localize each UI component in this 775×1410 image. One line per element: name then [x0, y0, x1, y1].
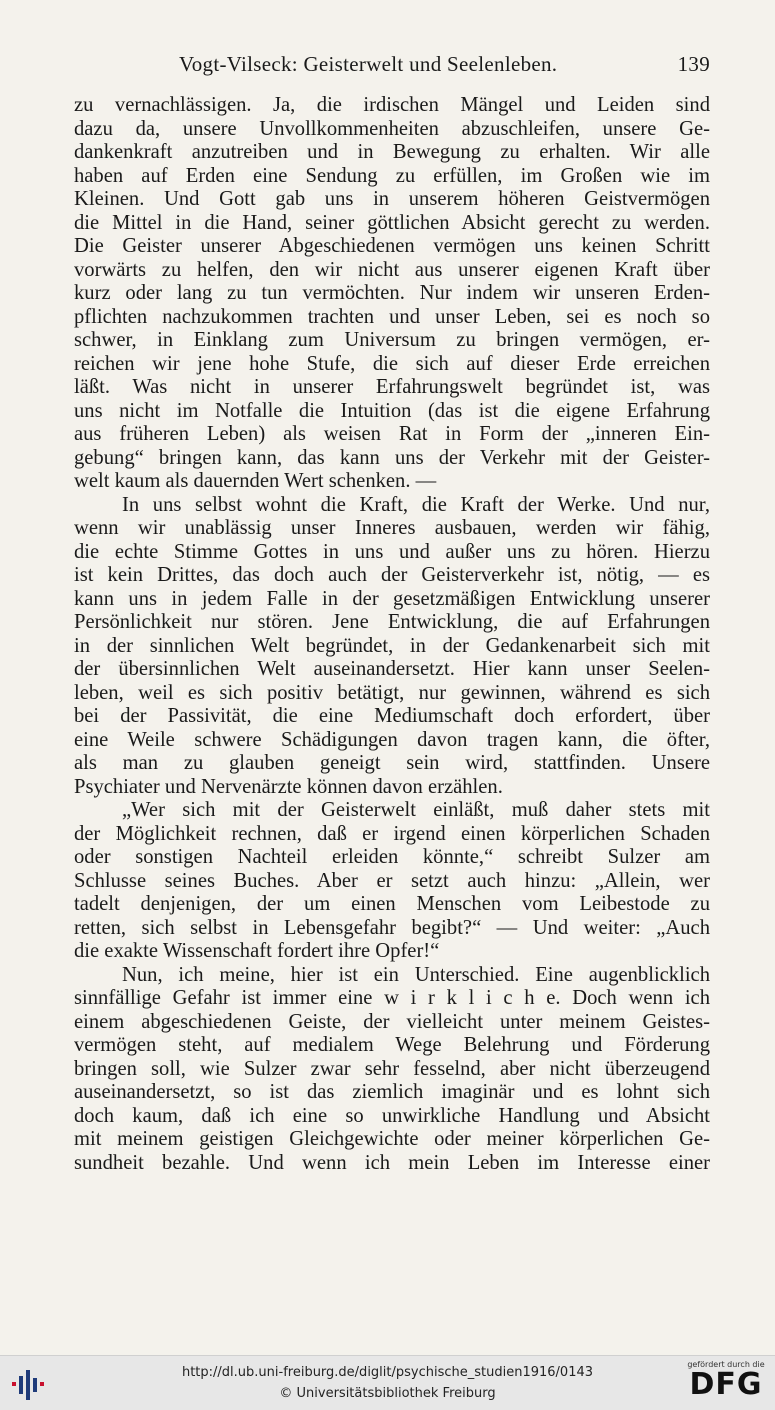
- text-line: tadelt denjenigen, der um einen Menschen vom Leibestode zu: [74, 893, 710, 915]
- text-line: welt kaum als dauernden Wert schenken. —: [74, 470, 437, 492]
- text-line: haben auf Erden eine Sendung zu erfüllen, im Großen wie im: [74, 164, 710, 187]
- text-line: oder sonstigen Nachteil erleiden könnte,“ schreibt Sulzer am: [74, 846, 710, 868]
- text-line: Schlusse seines Buches. Aber er setzt auch hinzu: „Allein, wer: [74, 869, 710, 892]
- text-line: Kleinen. Und Gott gab uns in unserem höheren Geistvermögen: [74, 188, 710, 210]
- text-line: Persönlichkeit nur stören. Jene Entwicklung, die auf Erfahrungen: [74, 611, 710, 633]
- dfg-logo: [684, 1360, 768, 1406]
- text-line: bringen soll, wie Sulzer zwar sehr fesselnd, aber nicht überzeugend: [74, 1057, 710, 1080]
- dfg-logo-text: DFG: [689, 1367, 763, 1402]
- text-line: auseinandersetzt, so ist das ziemlich imaginär und es lohnt sich: [74, 1081, 710, 1103]
- text-line: dazu da, unsere Unvollkommenheiten abzuschleifen, unsere Ge-: [74, 117, 710, 140]
- text-line: sinnfällige Gefahr ist immer eine w i r k l i c h e. Doch wenn ich: [74, 987, 710, 1009]
- paragraph-first-line: In uns selbst wohnt die Kraft, die Kraft der Werke. Und nur,: [122, 493, 710, 516]
- text-line: wenn wir unablässig unser Inneres ausbauen, werden wir fähig,: [74, 517, 710, 539]
- text-line: schwer, in Einklang zum Universum zu bringen vermögen, er-: [74, 329, 710, 351]
- text-line: einem abgeschiedenen Geiste, der vielleicht unter meinem Geistes-: [74, 1010, 710, 1033]
- text-line: uns nicht im Notfalle die Intuition (das ist die eigene Erfahrung: [74, 399, 710, 422]
- text-line: der übersinnlichen Welt auseinandersetzt. Hier kann unser Seelen-: [74, 658, 710, 680]
- text-line: zu vernachlässigen. Ja, die irdischen Mängel und Leiden sind: [74, 94, 710, 116]
- text-line: vorwärts zu helfen, den wir nicht aus unserer eigenen Kraft über: [74, 258, 710, 281]
- text-line: ist kein Drittes, das doch auch der Geisterverkehr ist, nötig, — es: [74, 564, 710, 586]
- copyright: © Universitätsbibliothek Freiburg: [279, 1386, 496, 1401]
- text-line: pflichten nachzukommen trachten und unser Leben, sei es noch so: [74, 305, 710, 328]
- text-line: Psychiater und Nervenärzte können davon erzählen.: [74, 775, 503, 798]
- body-text: [74, 94, 710, 1175]
- text-line: gebung“ bringen kann, das kann uns der Verkehr mit der Geister-: [74, 446, 710, 469]
- text-line: eine Weile schwere Schädigungen davon tragen kann, die öfter,: [74, 728, 710, 751]
- paragraph-first-line: Nun, ich meine, hier ist ein Unterschied. Eine augenblicklich: [122, 963, 710, 986]
- text-line: die exakte Wissenschaft fordert ihre Opfer!“: [74, 940, 440, 962]
- text-line: bei der Passivität, die eine Mediumschaft doch erfordert, über: [74, 705, 710, 727]
- page-number: 139: [677, 52, 710, 76]
- running-header: [74, 52, 710, 82]
- text-line: kurz oder lang zu tun vermöchten. Nur indem wir unseren Erden-: [74, 282, 710, 304]
- text-line: läßt. Was nicht in unserer Erfahrungswelt begründet ist, was: [74, 376, 710, 398]
- text-line: dankenkraft anzutreiben und in Bewegung zu erhalten. Wir alle: [74, 141, 710, 163]
- header-title: Vogt-Vilseck: Geisterwelt und Seelenleben.: [179, 52, 558, 76]
- text-line: aus früheren Leben) als weisen Rat in Form der „inneren Ein-: [74, 423, 710, 445]
- text-line: reichen wir jene hohe Stufe, die sich auf dieser Erde erreichen: [74, 352, 710, 375]
- sponsor-text: gefördert durch die: [687, 1360, 765, 1369]
- viewer-footer: [0, 1355, 775, 1410]
- text-line: kann uns in jedem Falle in der gesetzmäßigen Entwicklung unserer: [74, 587, 710, 610]
- source-url[interactable]: http://dl.ub.uni-freiburg.de/diglit/psychische_studien1916/0143: [181, 1365, 594, 1380]
- text-line: retten, sich selbst in Lebensgefahr begibt?“ — Und weiter: „Auch: [74, 916, 710, 939]
- text-line: als man zu glauben geneigt sein wird, stattfinden. Unsere: [74, 752, 710, 774]
- text-line: leben, weil es sich positiv betätigt, nur gewinnen, während es sich: [74, 681, 710, 704]
- text-line: die echte Stimme Gottes in uns und außer uns zu hören. Hierzu: [74, 540, 710, 563]
- text-line: der Möglichkeit rechnen, daß er irgend einen körperlichen Schaden: [74, 822, 710, 845]
- paragraph-first-line: „Wer sich mit der Geisterwelt einläßt, muß daher stets mit: [122, 799, 710, 821]
- text-line: Die Geister unserer Abgeschiedenen vermögen uns keinen Schritt: [74, 235, 710, 257]
- text-line: mit meinem geistigen Gleichgewichte oder meiner körperlichen Ge-: [74, 1128, 710, 1150]
- text-line: vermögen steht, auf medialem Wege Belehrung und Förderung: [74, 1034, 710, 1056]
- text-line: die Mittel in die Hand, seiner göttlichen Absicht gerecht zu werden.: [74, 211, 710, 234]
- text-line: doch kaum, daß ich eine so unwirkliche Handlung und Absicht: [74, 1104, 710, 1127]
- text-line: in der sinnlichen Welt begründet, in der Gedankenarbeit sich mit: [74, 634, 710, 657]
- text-line: sundheit bezahle. Und wenn ich mein Leben im Interesse einer: [74, 1151, 710, 1174]
